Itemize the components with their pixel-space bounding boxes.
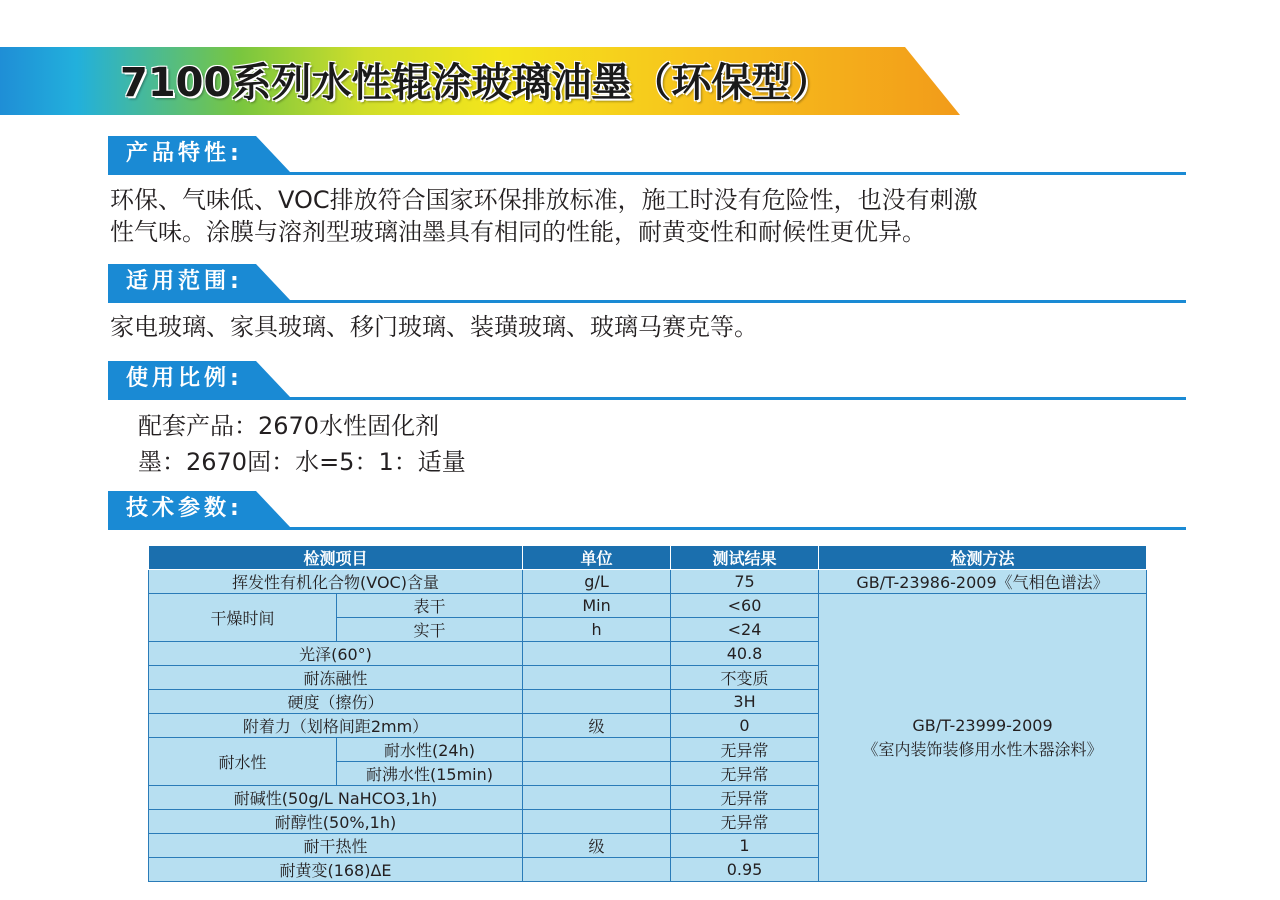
- cell-unit: [523, 810, 671, 834]
- cell-result: 无异常: [671, 810, 819, 834]
- cell-sub: 耐水性(24h): [337, 738, 523, 762]
- cell-method-shared: [819, 594, 1147, 882]
- section-header-features: [108, 136, 1186, 176]
- method-standard: GB/T-23999-2009: [912, 715, 1053, 735]
- header-unit: 单位: [523, 546, 671, 570]
- section-header-scope: [108, 264, 1186, 304]
- table-row: [149, 570, 1147, 594]
- table-row: [149, 594, 1147, 618]
- cell-item: 硬度（擦伤）: [149, 690, 523, 714]
- cell-unit: g/L: [523, 570, 671, 594]
- cell-unit: [523, 690, 671, 714]
- cell-unit: 级: [523, 714, 671, 738]
- header-item: 检测项目: [149, 546, 523, 570]
- cell-unit: [523, 642, 671, 666]
- page-title: 7100系列水性辊涂玻璃油墨（环保型）: [120, 60, 832, 106]
- cell-result: 0.95: [671, 858, 819, 882]
- cell-result: 1: [671, 834, 819, 858]
- cell-sub: 实干: [337, 618, 523, 642]
- cell-item: 耐碱性(50g/L NaHCO3,1h): [149, 786, 523, 810]
- cell-result: 40.8: [671, 642, 819, 666]
- spec-table: [148, 545, 1147, 882]
- cell-result: 不变质: [671, 666, 819, 690]
- cell-group: 耐水性: [149, 738, 337, 786]
- cell-item: 附着力（划格间距2mm）: [149, 714, 523, 738]
- section-divider: [108, 397, 1186, 400]
- cell-unit: [523, 666, 671, 690]
- cell-unit: [523, 738, 671, 762]
- features-text: [110, 184, 978, 248]
- cell-item: 耐醇性(50%,1h): [149, 810, 523, 834]
- cell-method: GB/T-23986-2009《气相色谱法》: [819, 570, 1147, 594]
- cell-result: 无异常: [671, 738, 819, 762]
- section-label: 使用比例:: [126, 366, 243, 391]
- cell-unit: h: [523, 618, 671, 642]
- cell-result: 3H: [671, 690, 819, 714]
- cell-result: 无异常: [671, 786, 819, 810]
- cell-result: 0: [671, 714, 819, 738]
- section-label: 技术参数:: [126, 496, 243, 521]
- cell-unit: [523, 858, 671, 882]
- cell-item: 挥发性有机化合物(VOC)含量: [149, 570, 523, 594]
- cell-item: 耐黄变(168)ΔE: [149, 858, 523, 882]
- section-label: 产品特性:: [126, 141, 243, 166]
- section-divider: [108, 527, 1186, 530]
- cell-result: 75: [671, 570, 819, 594]
- table-header-row: [149, 546, 1147, 570]
- section-divider: [108, 300, 1186, 303]
- ratio-line: 墨：2670固：水=5：1：适量: [138, 448, 466, 476]
- ratio-text: [138, 408, 466, 480]
- cell-sub: 耐沸水性(15min): [337, 762, 523, 786]
- cell-unit: Min: [523, 594, 671, 618]
- header-result: 测试结果: [671, 546, 819, 570]
- section-divider: [108, 172, 1186, 175]
- section-label: 适用范围:: [126, 269, 243, 294]
- cell-result: <60: [671, 594, 819, 618]
- features-line: 性气味。涂膜与溶剂型玻璃油墨具有相同的性能，耐黄变性和耐候性更优异。: [110, 218, 926, 246]
- cell-group: 干燥时间: [149, 594, 337, 642]
- cell-unit: 级: [523, 834, 671, 858]
- cell-result: <24: [671, 618, 819, 642]
- section-header-ratio: [108, 361, 1186, 401]
- header-method: 检测方法: [819, 546, 1147, 570]
- cell-item: 耐冻融性: [149, 666, 523, 690]
- cell-unit: [523, 786, 671, 810]
- section-header-params: [108, 491, 1186, 531]
- cell-result: 无异常: [671, 762, 819, 786]
- cell-unit: [523, 762, 671, 786]
- scope-text: 家电玻璃、家具玻璃、移门玻璃、装璜玻璃、玻璃马赛克等。: [110, 313, 758, 341]
- features-line: 环保、气味低、VOC排放符合国家环保排放标准，施工时没有危险性，也没有刺激: [110, 186, 978, 214]
- method-name: 《室内装饰装修用水性木器涂料》: [862, 739, 1103, 759]
- cell-item: 耐干热性: [149, 834, 523, 858]
- cell-item: 光泽(60°): [149, 642, 523, 666]
- ratio-line: 配套产品：2670水性固化剂: [138, 412, 440, 440]
- cell-sub: 表干: [337, 594, 523, 618]
